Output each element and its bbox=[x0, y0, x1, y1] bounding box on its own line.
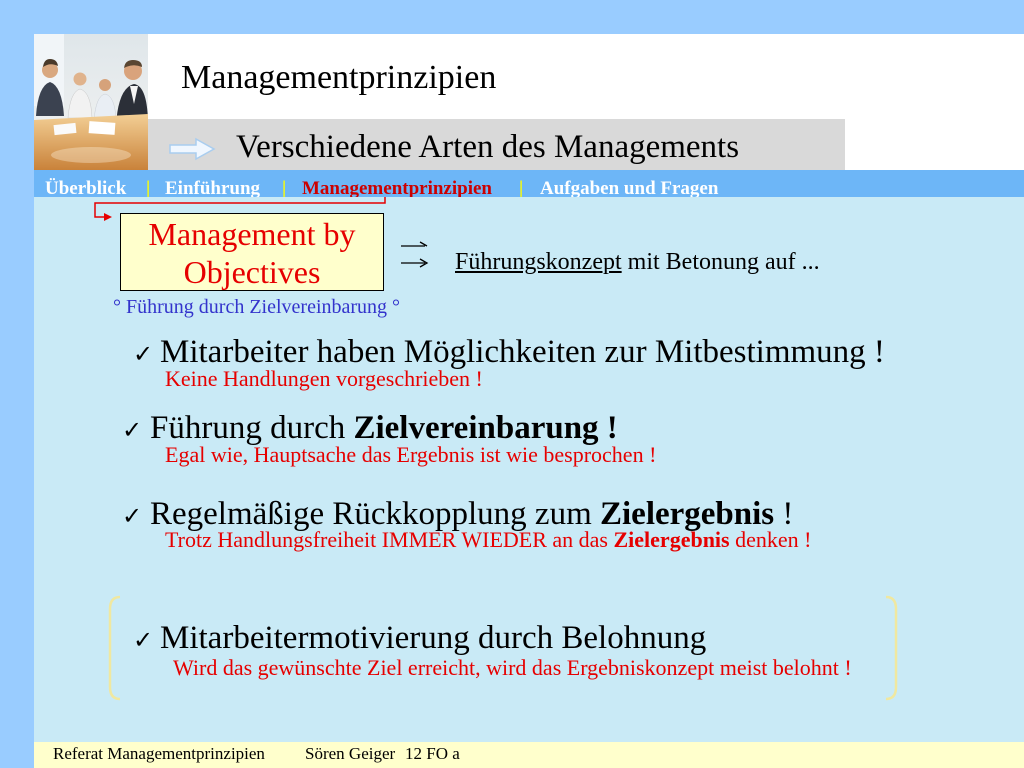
slide-subtitle: Verschiedene Arten des Managements bbox=[236, 129, 740, 165]
check-icon: ✓ bbox=[133, 340, 154, 368]
principle-note-text: Trotz Handlungsfreiheit IMMER WIEDER an das bbox=[165, 527, 614, 552]
principle-note: Egal wie, Hauptsache das Ergebnis ist wie besprochen ! bbox=[165, 442, 657, 467]
principle-text: Führung durch bbox=[150, 410, 354, 446]
principle-item bbox=[133, 619, 706, 659]
slide-navigation bbox=[34, 170, 1024, 197]
footer-title: Referat Managementprinzipien bbox=[53, 744, 265, 763]
principle-text-emphasis: Zielergebnis bbox=[600, 496, 775, 532]
right-bracket bbox=[884, 595, 900, 701]
principle-text: Regelmäßige Rückkopplung zum bbox=[150, 496, 600, 532]
slide-title: Managementprinzipien bbox=[181, 59, 497, 96]
nav-link-ueberblick[interactable]: Überblick bbox=[45, 178, 127, 197]
nav-link-einfuehrung[interactable]: Einführung bbox=[165, 178, 261, 197]
principle-note bbox=[165, 527, 811, 553]
concept-caption: ° Führung durch Zielvereinbarung ° bbox=[113, 296, 401, 318]
principle-note-emphasis: Zielergebnis bbox=[613, 527, 730, 552]
nav-link-managementprinzipien[interactable]: Managementprinzipien bbox=[302, 178, 492, 197]
left-bracket bbox=[106, 595, 122, 701]
check-icon: ✓ bbox=[122, 416, 143, 444]
nav-separator: | bbox=[519, 178, 524, 197]
definition-link[interactable]: Führungskonzept bbox=[455, 249, 622, 275]
concept-box-line-2: Objectives bbox=[183, 254, 321, 290]
concept-box-line-1: Management by bbox=[148, 216, 356, 252]
concept-definition bbox=[455, 248, 820, 277]
nav-separator: | bbox=[146, 178, 151, 197]
nav-link-aufgaben-und-fragen[interactable]: Aufgaben und Fragen bbox=[540, 178, 719, 197]
principle-note-tail: denken ! bbox=[729, 527, 812, 552]
concept-box bbox=[120, 213, 384, 291]
check-icon: ✓ bbox=[133, 626, 154, 654]
arrow-right-icon bbox=[168, 137, 216, 161]
double-arrow-right-icon bbox=[398, 238, 432, 270]
principle-note: Wird das gewünschte Ziel erreicht, wird das Ergebniskonzept meist belohnt ! bbox=[173, 655, 852, 680]
principle-text-emphasis: Zielvereinbarung ! bbox=[353, 410, 618, 446]
business-team-photo bbox=[34, 34, 148, 170]
slide-footer bbox=[34, 742, 1024, 768]
footer-class: 12 FO a bbox=[405, 744, 460, 763]
principle-text: Mitarbeitermotivierung durch Belohnung bbox=[160, 620, 707, 656]
check-icon: ✓ bbox=[122, 502, 143, 530]
definition-text: mit Betonung auf ... bbox=[621, 249, 820, 275]
principle-text: Mitarbeiter haben Möglichkeiten zur Mitbestimmung ! bbox=[160, 334, 885, 370]
principle-note: Keine Handlungen vorgeschrieben ! bbox=[165, 366, 483, 391]
nav-separator: | bbox=[282, 178, 287, 197]
principle-text-tail: ! bbox=[774, 496, 794, 532]
footer-author: Sören Geiger bbox=[305, 744, 396, 763]
